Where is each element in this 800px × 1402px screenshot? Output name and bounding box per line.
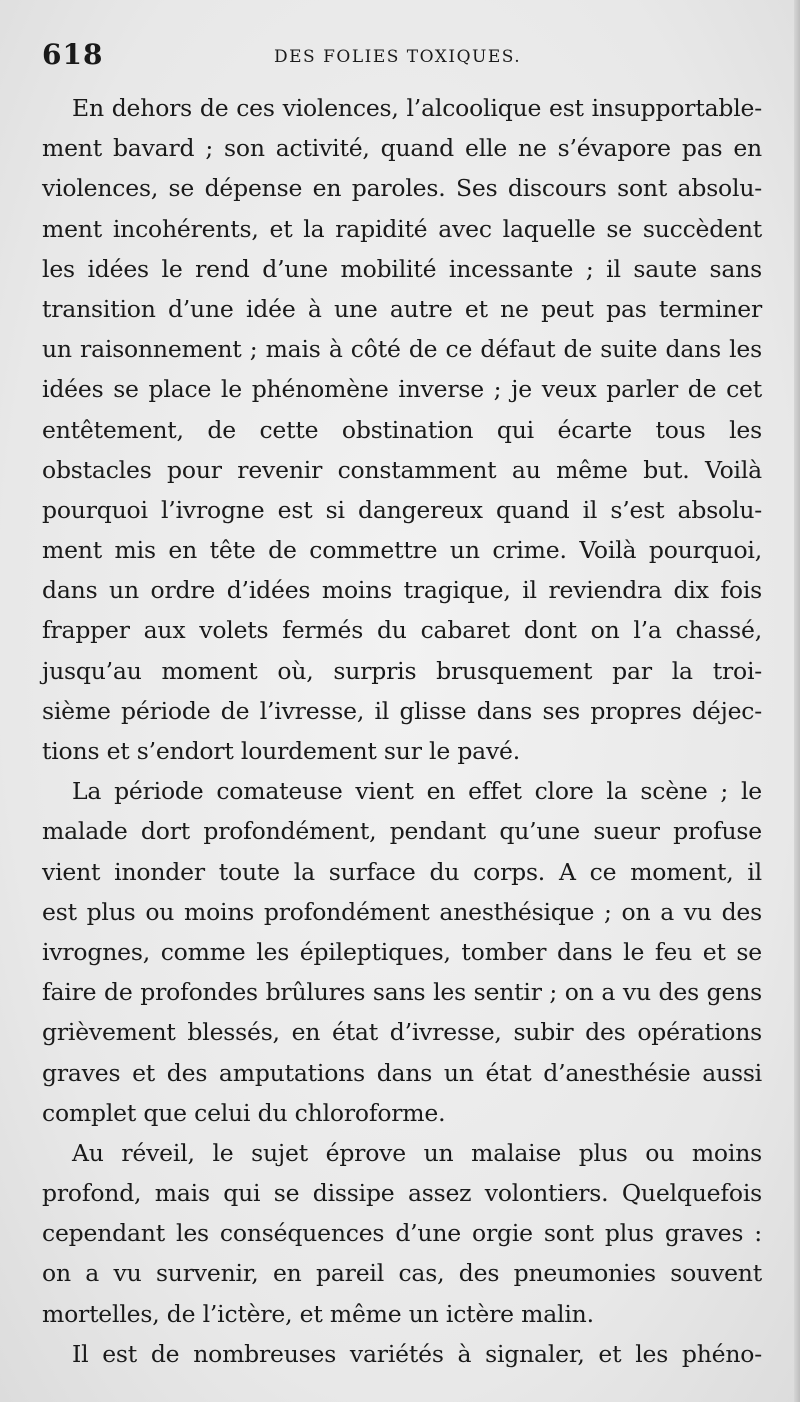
text-line: complet que celui du chloroforme. — [42, 1098, 446, 1127]
page-edge — [794, 0, 800, 1402]
text-line: violences, se dépense en paroles. Ses discours sont absolu- — [42, 174, 762, 203]
text-line: entêtement, de cette obstination qui écarte tous les — [42, 415, 762, 444]
text-line: ment incohérents, et la rapidité avec laquelle se succèdent — [42, 214, 762, 243]
text-line: un raisonnement ; mais à côté de ce défaut de suite dans les — [42, 335, 762, 364]
text-line: dans un ordre d’idées moins tragique, il reviendra dix fois — [42, 576, 762, 605]
text-line: ment bavard ; son activité, quand elle ne s’évapore pas en — [42, 134, 762, 163]
text-line: est plus ou moins profondément anesthésique ; on a vu des — [42, 897, 762, 926]
text-line: ment mis en tête de commettre un crime. Voilà pourquoi, — [42, 536, 762, 565]
running-head: DES FOLIES TOXIQUES. — [274, 47, 522, 67]
text-line: ivrognes, comme les épileptiques, tomber dans le feu et se — [42, 937, 762, 966]
text-line: En dehors de ces violences, l’alcoolique est insupportable- — [72, 94, 762, 122]
text-line: Il est de nombreuses variétés à signaler, et les phéno- — [72, 1339, 762, 1368]
text-line: les idées le rend d’une mobilité incessante ; il saute sans — [42, 254, 762, 283]
text-line: grièvement blessés, en état d’ivresse, subir des opérations — [42, 1018, 762, 1047]
text-line: idées se place le phénomène inverse ; je veux parler de cet — [42, 375, 762, 404]
text-line: La période comateuse vient en effet clore la scène ; le — [72, 777, 762, 806]
text-line: cependant les conséquences d’une orgie sont plus graves : — [42, 1219, 762, 1248]
text-line: pourquoi l’ivrogne est si dangereux quand il s’est absolu- — [42, 495, 762, 524]
text-line: sième période de l’ivresse, il glisse dans ses propres déjec- — [42, 696, 762, 725]
text-line: frapper aux volets fermés du cabaret dont on l’a chassé, — [42, 616, 762, 645]
page-header — [42, 38, 762, 78]
text-line: faire de profondes brûlures sans les sentir ; on a vu des gens — [42, 978, 762, 1007]
text-line: transition d’une idée à une autre et ne peut pas terminer — [42, 294, 762, 323]
body-text — [42, 88, 762, 1374]
text-line: jusqu’au moment où, surpris brusquement par la troi- — [42, 656, 762, 685]
page-number: 618 — [42, 38, 104, 71]
text-line: tions et s’endort lourdement sur le pavé. — [42, 737, 521, 765]
text-line: obstacles pour revenir constamment au même but. Voilà — [42, 455, 762, 484]
text-line: Au réveil, le sujet éprove un malaise plus ou moins — [72, 1138, 762, 1167]
text-line: mortelles, de l’ictère, et même un ictère malin. — [42, 1299, 594, 1328]
text-line: graves et des amputations dans un état d’anesthésie aussi — [42, 1058, 762, 1087]
text-line: vient inonder toute la surface du corps. A ce moment, il — [42, 857, 762, 886]
text-line: profond, mais qui se dissipe assez volontiers. Quelquefois — [42, 1179, 762, 1208]
text-line: malade dort profondément, pendant qu’une sueur profuse — [42, 817, 762, 846]
text-line: on a vu survenir, en pareil cas, des pneumonies souvent — [42, 1259, 762, 1288]
